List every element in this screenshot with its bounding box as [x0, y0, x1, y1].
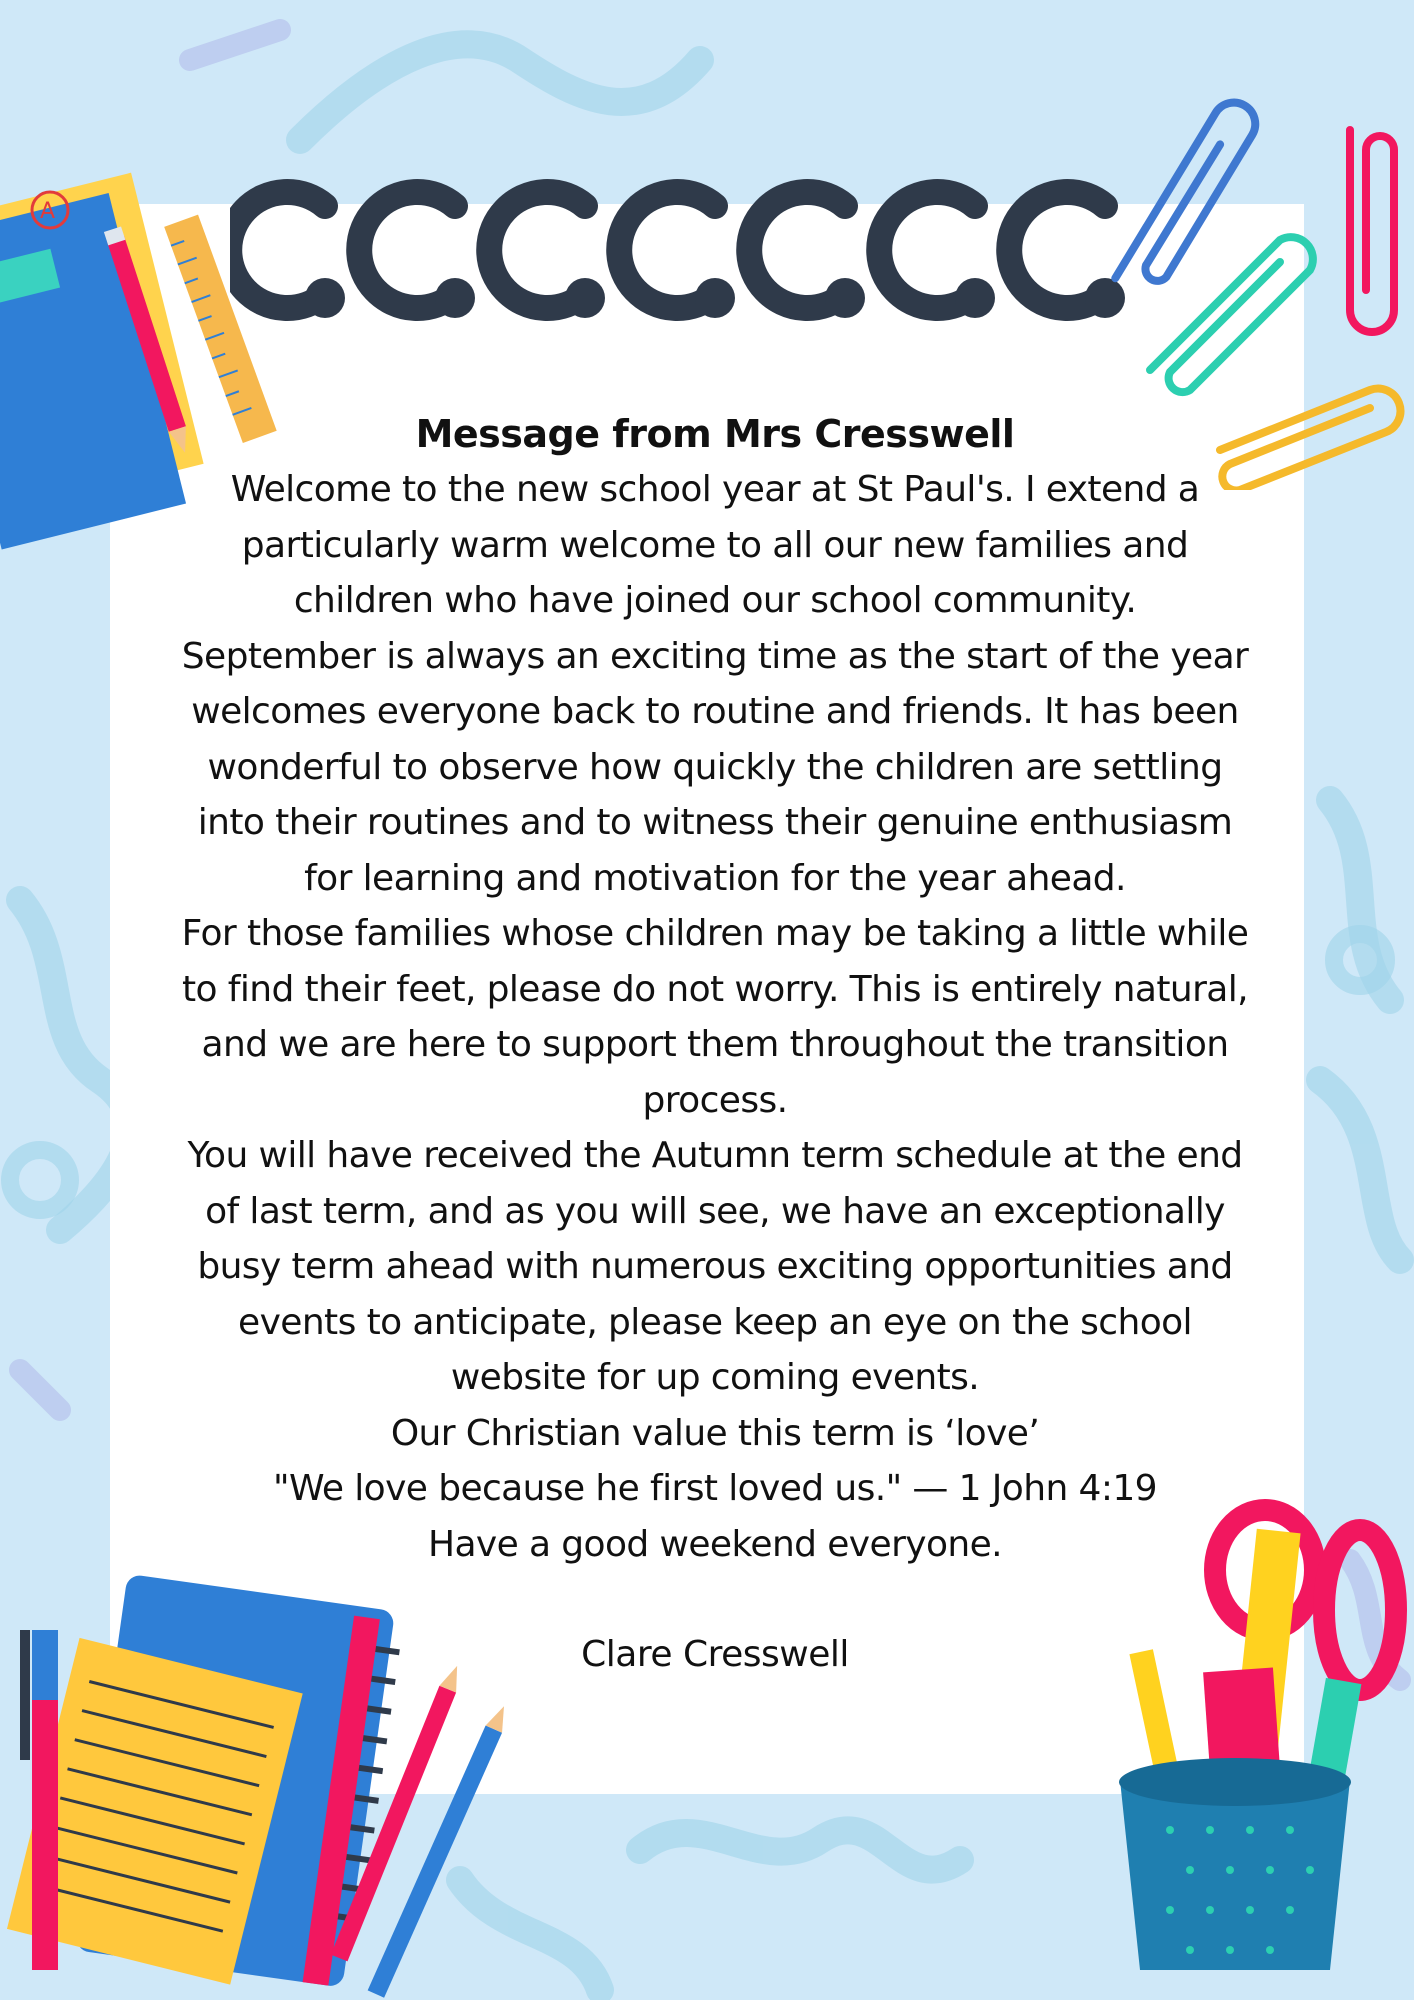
paragraph-schedule: You will have received the Autumn term schedule at the end of last term, and as you will see, we have an exceptionally busy term ahead with numerous exciting opportunities and events to anticipate, please keep an eye on the school website for up coming events.: [187, 1135, 1243, 1398]
signature: Clare Cresswell: [581, 1634, 849, 1675]
paragraph-september: September is always an exciting time as the start of the year welcomes everyone back to routine and friends. It has been wonderful to observe how quickly the children are settling into their routines and to witness their genuine enthusiasm for learning and motivation for the year ahead.: [181, 635, 1249, 899]
letter-content: [170, 406, 1260, 1682]
letter-title: Message from Mrs Cresswell: [415, 412, 1015, 456]
paragraph-welcome: Welcome to the new school year at St Paul's. I extend a particularly warm welcome to all our new families and children who have joined our school community.: [230, 469, 1200, 621]
spacer: [170, 1572, 1260, 1627]
spiral-binding: [230, 136, 1130, 336]
paragraph-christian-value: Our Christian value this term is ‘love’: [390, 1412, 1040, 1454]
paragraph-weekend: Have a good weekend everyone.: [427, 1523, 1003, 1565]
paragraph-support: For those families whose children may be taking a little while to find their feet, please do not worry. This is entirely natural, and we are here to support them throughout the transition process.: [181, 913, 1249, 1121]
paragraph-bible-quote: "We love because he first loved us." — 1 John 4:19: [273, 1468, 1157, 1509]
svg-text:A: A: [40, 199, 56, 224]
